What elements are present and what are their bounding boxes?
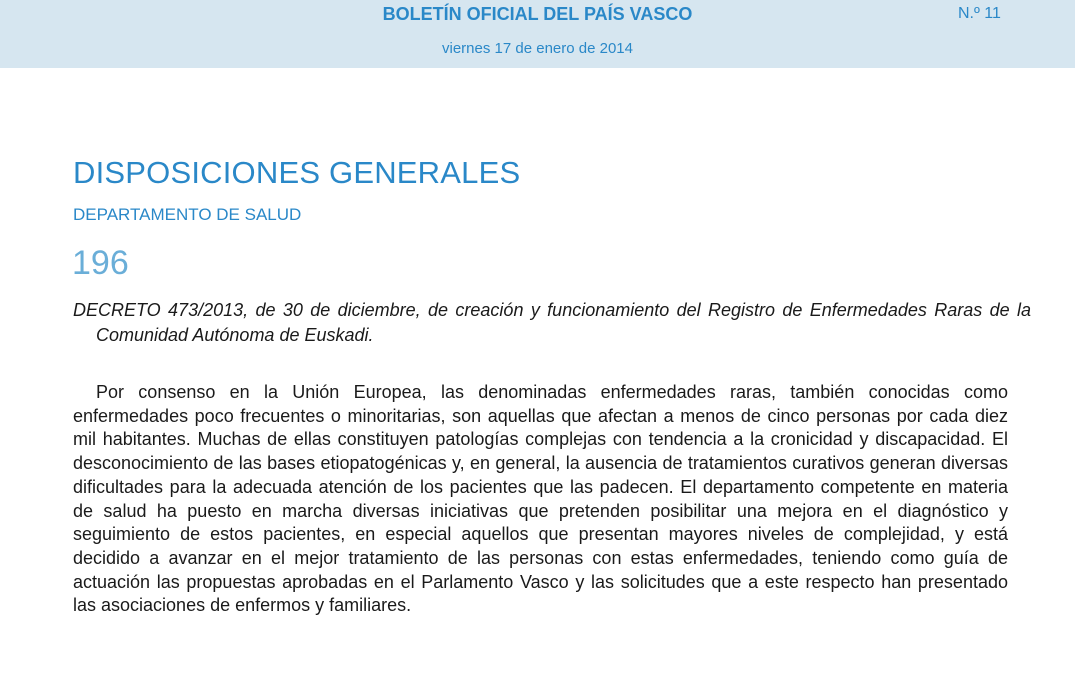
decree-title: DECRETO 473/2013, de 30 de diciembre, de creación y funcionamiento del Registro de Enfermedades Raras de la Comunidad Autónoma de Euskadi. (73, 300, 1031, 345)
department-title: DEPARTAMENTO DE SALUD (73, 205, 302, 224)
issue-date: viernes 17 de enero de 2014 (442, 40, 633, 57)
issue-number: N.º 11 (958, 5, 1001, 22)
document-number: 196 (72, 244, 129, 282)
bulletin-title: BOLETÍN OFICIAL DEL PAÍS VASCO (382, 4, 693, 24)
body-paragraph: Por consenso en la Unión Europea, las denominadas enfermedades raras, también conocidas como enfermedades poco frecuentes o minoritarias, son aquellas que afectan a menos de cinco personas por cada diez mil habitantes. Muchas de ellas constituyen patologías complejas con tendencia a la cronicidad y discapacidad. El desconocimiento de las bases etiopatogénicas y, en general, la ausencia de tratamientos curativos generan diversas dificultades para la adecuada atención de los pacientes que las padecen. El departamento competente en materia de salud ha puesto en marcha diversas iniciativas que pretenden posibilitar una mejora en el diagnóstico y seguimiento de estos pacientes, en especial aquellos que presentan mayores niveles de complejidad, y está decidido a avanzar en el mejor tratamiento de las personas con estas enfermedades, teniendo como guía de actuación las propuestas aprobadas en el Parlamento Vasco y las solicitudes que a este respecto han presentado las asociaciones de enfermos y familiares. (73, 382, 1008, 616)
bulletin-header (0, 0, 1075, 68)
section-title: DISPOSICIONES GENERALES (73, 155, 521, 190)
